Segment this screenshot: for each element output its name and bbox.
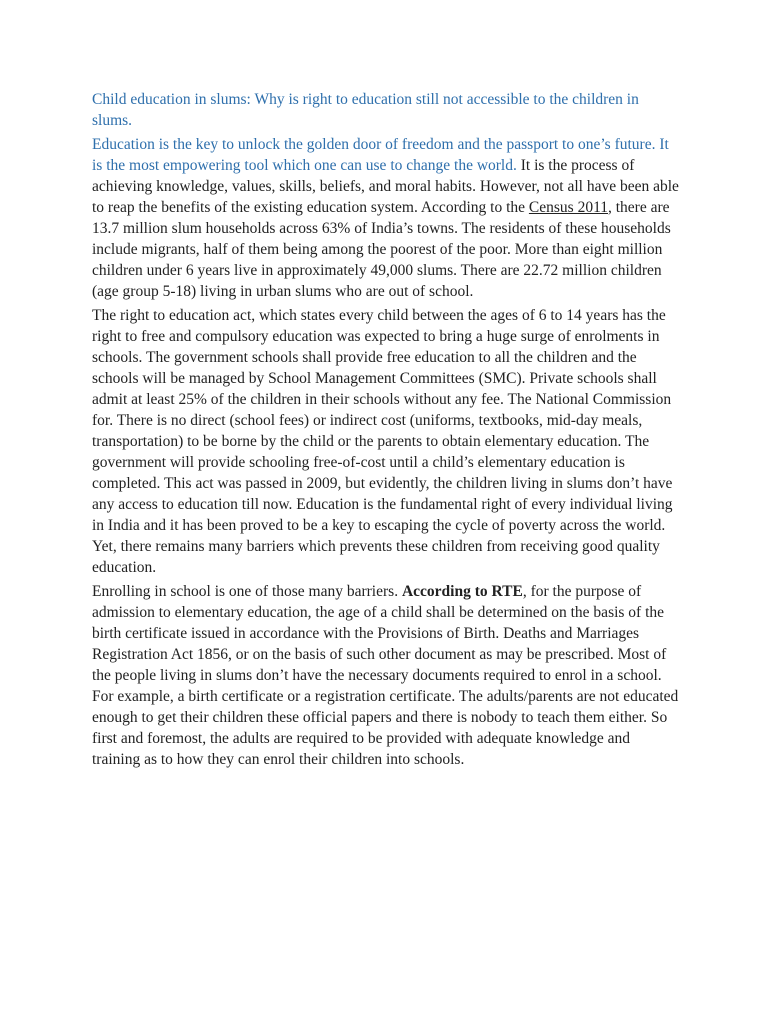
paragraph-3 bbox=[92, 581, 682, 770]
paragraph-1 bbox=[92, 134, 682, 302]
paragraph-3-rest: , for the purpose of admission to elementary education, the age of a child shall be determined on the basis of the birth certificate issued in accordance with the Provisions of Birth. Deaths and Marriages Registration Act 1856, or on the basis of such other document as may be prescribed. Most of the people living in slums don’t have the necessary documents required to enrol in a school. For example, a birth certificate or a registration certificate. The adults/parents are not educated enough to get their children these official papers and there is nobody to teach them either. So first and foremost, the adults are required to be provided with adequate knowledge and training as to how they can enrol their children into schools. bbox=[92, 583, 679, 768]
paragraph-3-intro: Enrolling in school is one of those many barriers. bbox=[92, 583, 402, 600]
paragraph-2: The right to education act, which states every child between the ages of 6 to 14 years has the right to free and compulsory education was expected to bring a huge surge of enrolments in schools. The government schools shall provide free education to all the children and the schools will be managed by School Management Committees (SMC). Private schools shall admit at least 25% of the children in their schools without any fee. The National Commission for. There is no direct (school fees) or indirect cost (uniforms, textbooks, mid-day meals, transportation) to be borne by the child or the parents to obtain elementary education. The government will provide schooling free-of-cost until a child’s elementary education is completed. This act was passed in 2009, but evidently, the children living in slums don’t have any access to education till now. Education is the fundamental right of every individual living in India and it has been proved to be a key to escaping the cycle of poverty across the world. Yet, there remains many barriers which prevents these children from receiving good quality education. bbox=[92, 307, 673, 576]
paragraph-1-lead: Education is the key to unlock the golden door of freedom and the passport to one’s future. It is the most empowering tool which one can use to change the world. bbox=[92, 136, 669, 174]
rte-phrase: According to RTE bbox=[401, 583, 523, 600]
paragraph-1-rest: , there are 13.7 million slum households across 63% of India’s towns. The residents of these households include migrants, half of them being among the poorest of the poor. More than eight million children under 6 years live in approximately 49,000 slums. There are 22.72 million children (age group 5-18) living in urban slums who are out of school. bbox=[92, 199, 671, 300]
census-2011-link[interactable]: Census 2011 bbox=[528, 199, 608, 216]
document-title: Child education in slums: Why is right to education still not accessible to the children in slums. bbox=[92, 91, 639, 129]
paragraph-1-intro: It is the process of achieving knowledge, values, skills, beliefs, and moral habits. However, not all have been able to reap the benefits of the existing education system. According to the bbox=[92, 157, 679, 216]
document-page bbox=[92, 89, 682, 773]
